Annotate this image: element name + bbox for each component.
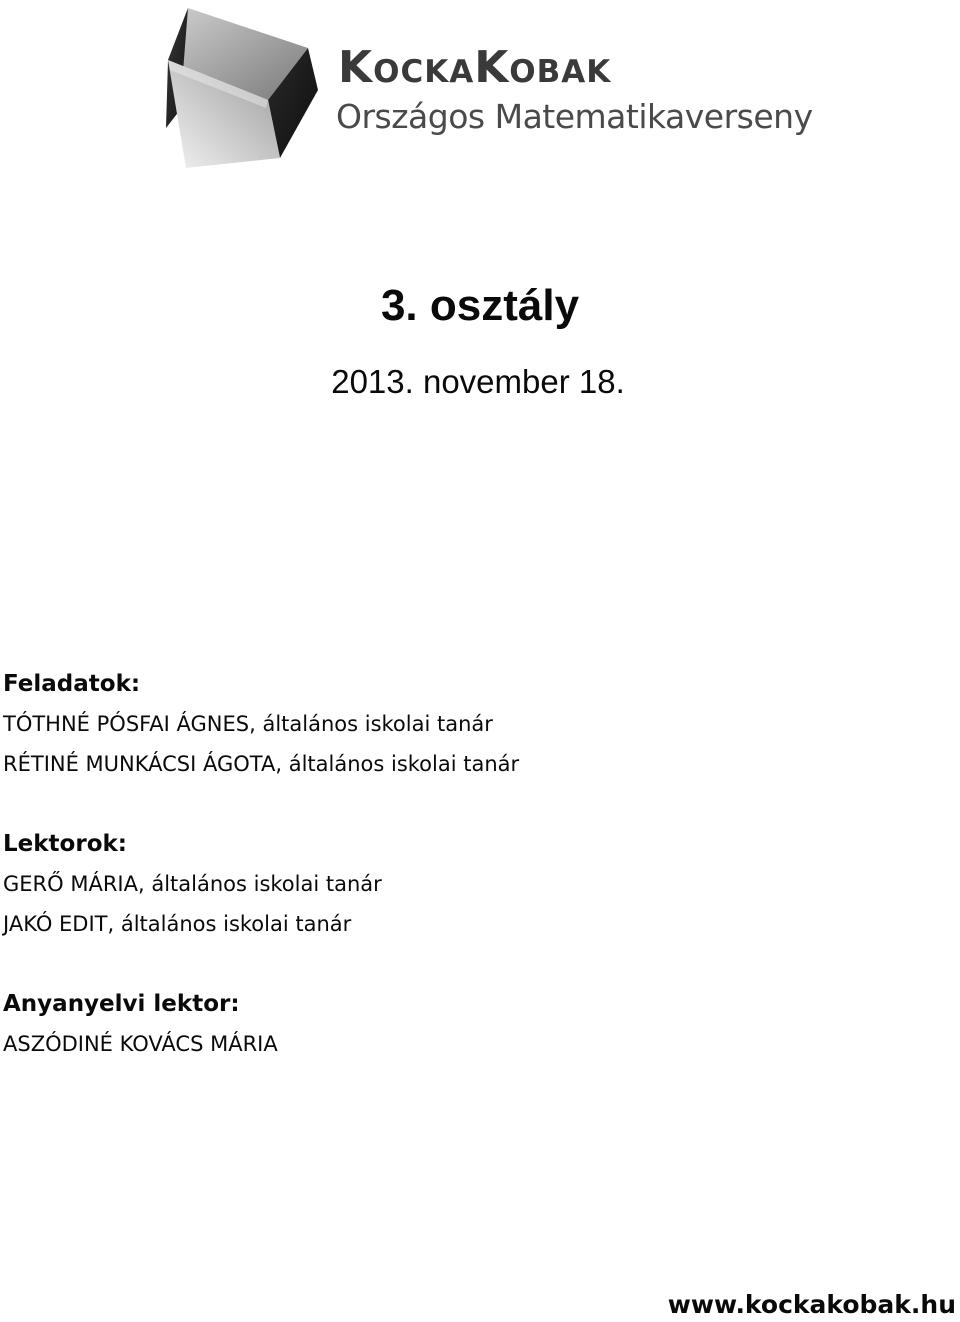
brand-subtitle: Országos Matematikaverseny — [336, 97, 813, 136]
competition-date: 2013. november 18. — [331, 363, 625, 400]
tasks-section — [3, 664, 943, 784]
credits — [3, 664, 943, 1104]
brand-name: KockaKobak — [338, 42, 612, 93]
person-line: GERŐ MÁRIA, általános iskolai tanár — [3, 872, 382, 896]
cube-logo-icon — [150, 0, 325, 175]
section-heading: Lektorok: — [3, 831, 127, 857]
language-reviewer-section — [3, 984, 943, 1064]
person-line: TÓTHNÉ PÓSFAI ÁGNES, általános iskolai tanár — [3, 712, 493, 736]
section-heading: Anyanyelvi lektor: — [3, 991, 240, 1017]
reviewers-section — [3, 824, 943, 944]
website-link[interactable]: www.kockakobak.hu — [667, 1290, 956, 1319]
person-line: ASZÓDINÉ KOVÁCS MÁRIA — [3, 1032, 278, 1056]
header — [150, 0, 830, 180]
grade-title: 3. osztály — [380, 281, 580, 330]
person-line: RÉTINÉ MUNKÁCSI ÁGOTA, általános iskolai tanár — [3, 752, 520, 776]
section-heading: Feladatok: — [3, 671, 141, 697]
person-line: JAKÓ EDIT, általános iskolai tanár — [3, 912, 352, 936]
